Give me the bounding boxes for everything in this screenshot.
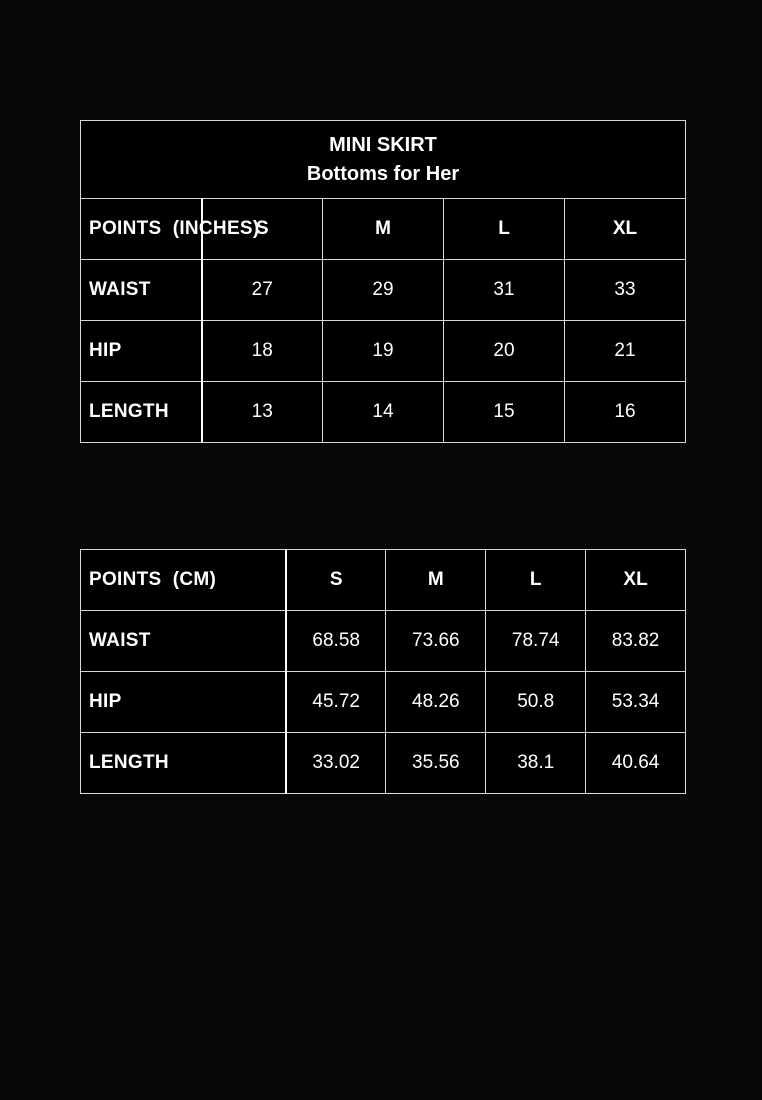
table-cell: 45.72	[286, 672, 386, 733]
table-cell: 78.74	[486, 611, 586, 672]
table-row	[81, 260, 686, 321]
table-cell: 83.82	[586, 611, 686, 672]
table-cell: 73.66	[386, 611, 486, 672]
row-label-hip: HIP	[81, 672, 287, 733]
table-title	[81, 121, 686, 199]
size-header-s: S	[202, 199, 323, 260]
table-cell: 38.1	[486, 733, 586, 794]
table-cell: 33.02	[286, 733, 386, 794]
table-cell: 14	[323, 382, 444, 443]
product-name: MINI SKIRT	[329, 133, 437, 156]
points-header: POINTS (INCHES)	[81, 199, 202, 260]
row-label-length: LENGTH	[81, 733, 287, 794]
size-chart-cm-table	[80, 549, 686, 794]
table-row	[81, 672, 686, 733]
size-chart-inches-table	[80, 120, 686, 443]
title-row	[81, 121, 686, 199]
table-cell: 48.26	[386, 672, 486, 733]
table-cell: 31	[444, 260, 565, 321]
table-cell: 21	[565, 321, 686, 382]
table-cell: 33	[565, 260, 686, 321]
table-cell: 29	[323, 260, 444, 321]
size-header-m: M	[386, 550, 486, 611]
row-label-waist: WAIST	[81, 611, 287, 672]
table-cell: 16	[565, 382, 686, 443]
product-category: Bottoms for Her	[306, 162, 460, 185]
table-row	[81, 321, 686, 382]
table-cell: 13	[202, 382, 323, 443]
table-row	[81, 611, 686, 672]
table-cell: 68.58	[286, 611, 386, 672]
table-cell: 50.8	[486, 672, 586, 733]
table-cell: 20	[444, 321, 565, 382]
table-cell: 18	[202, 321, 323, 382]
table-cell: 15	[444, 382, 565, 443]
row-label-length: LENGTH	[81, 382, 202, 443]
header-row	[81, 199, 686, 260]
table-row	[81, 733, 686, 794]
header-row	[81, 550, 686, 611]
size-header-l: L	[444, 199, 565, 260]
table-cell: 27	[202, 260, 323, 321]
size-header-xl: XL	[565, 199, 686, 260]
table-cell: 19	[323, 321, 444, 382]
table-cell: 53.34	[586, 672, 686, 733]
size-header-s: S	[286, 550, 386, 611]
table-cell: 40.64	[586, 733, 686, 794]
table-cell: 35.56	[386, 733, 486, 794]
row-label-waist: WAIST	[81, 260, 202, 321]
size-header-m: M	[323, 199, 444, 260]
points-header: POINTS (CM)	[81, 550, 287, 611]
row-label-hip: HIP	[81, 321, 202, 382]
size-header-xl: XL	[586, 550, 686, 611]
size-header-l: L	[486, 550, 586, 611]
table-row	[81, 382, 686, 443]
